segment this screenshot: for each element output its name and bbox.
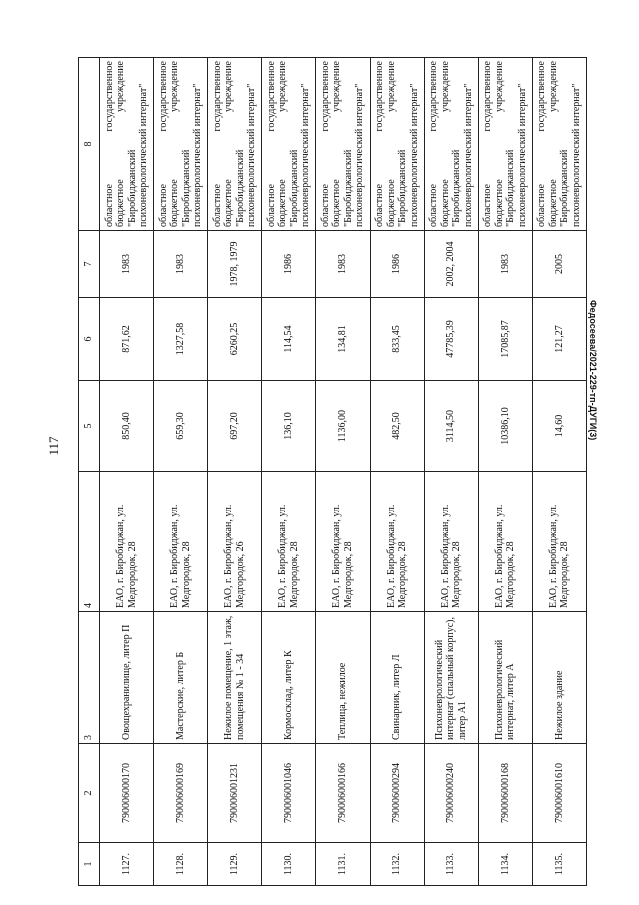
object-value: 17085,87 <box>478 298 532 381</box>
header-col-6: 6 <box>79 298 100 381</box>
construction-year: 1986 <box>370 231 424 298</box>
construction-year: 1983 <box>478 231 532 298</box>
holder-organization: областное государственное бюджетное учреждение "Биробиджанский психоневрологический интернат" <box>532 58 586 231</box>
header-col-2: 2 <box>79 744 100 843</box>
construction-year: 1978, 1979 <box>208 231 262 298</box>
object-name: Свинарник, литер Л <box>370 612 424 744</box>
object-address: ЕАО, г. Биробиджан, ул. Медгородок, 28 <box>424 472 478 612</box>
document-footer: Федосеева/2021-229-тп-ДУГИ(3) <box>588 300 598 441</box>
row-number: 1129. <box>208 843 262 886</box>
holder-organization: областное государственное бюджетное учреждение "Биробиджанский психоневрологический интернат" <box>262 58 316 231</box>
cadastral-code: 790006000168 <box>478 744 532 843</box>
header-col-5: 5 <box>79 381 100 472</box>
construction-year: 2002, 2004 <box>424 231 478 298</box>
table-row <box>532 58 586 886</box>
holder-organization: областное государственное бюджетное учреждение "Биробиджанский психоневрологический интернат" <box>100 58 154 231</box>
object-address: ЕАО, г. Биробиджан, ул. Медгородок, 28 <box>154 472 208 612</box>
construction-year: 1983 <box>316 231 370 298</box>
object-area: 3114,50 <box>424 381 478 472</box>
table-row <box>262 58 316 886</box>
cadastral-code: 790006000169 <box>154 744 208 843</box>
table-row <box>154 58 208 886</box>
rotated-table-area <box>78 57 587 886</box>
cadastral-code: 790006000240 <box>424 744 478 843</box>
property-table <box>78 57 587 886</box>
object-name: Кормосклад, литер К <box>262 612 316 744</box>
row-number: 1132. <box>370 843 424 886</box>
header-col-7: 7 <box>79 231 100 298</box>
table-row <box>370 58 424 886</box>
object-address: ЕАО, г. Биробиджан, ул. Медгородок, 28 <box>532 472 586 612</box>
object-name: Овощехранилище, литер П <box>100 612 154 744</box>
row-number: 1133. <box>424 843 478 886</box>
header-col-8: 8 <box>79 58 100 231</box>
cadastral-code: 790006001046 <box>262 744 316 843</box>
row-number: 1131. <box>316 843 370 886</box>
object-address: ЕАО, г. Биробиджан, ул. Медгородок, 28 <box>100 472 154 612</box>
object-area: 1136,00 <box>316 381 370 472</box>
object-value: 47785,39 <box>424 298 478 381</box>
object-address: ЕАО, г. Биробиджан, ул. Медгородок, 28 <box>262 472 316 612</box>
header-col-1: 1 <box>79 843 100 886</box>
table-row <box>316 58 370 886</box>
cadastral-code: 790006000294 <box>370 744 424 843</box>
cadastral-code: 790006000170 <box>100 744 154 843</box>
object-name: Нежилое помещение, 1 этаж, помещения № 1 - 34 <box>208 612 262 744</box>
object-value: 1327,58 <box>154 298 208 381</box>
object-value: 871,62 <box>100 298 154 381</box>
table-row <box>424 58 478 886</box>
object-address: ЕАО, г. Биробиджан, ул. Медгородок, 28 <box>370 472 424 612</box>
object-name: Психоневрологический интернат (спальный корпус), литер А1 <box>424 612 478 744</box>
object-value: 6260,25 <box>208 298 262 381</box>
object-area: 659,30 <box>154 381 208 472</box>
object-name: Психоневрологический интернат, литер А <box>478 612 532 744</box>
row-number: 1127. <box>100 843 154 886</box>
row-number: 1134. <box>478 843 532 886</box>
object-area: 850,40 <box>100 381 154 472</box>
object-value: 833,45 <box>370 298 424 381</box>
object-name: Мастерские, литер Б <box>154 612 208 744</box>
cadastral-code: 790006001610 <box>532 744 586 843</box>
holder-organization: областное государственное бюджетное учреждение "Биробиджанский психоневрологический интернат" <box>316 58 370 231</box>
page-number: 117 <box>46 436 61 456</box>
construction-year: 1983 <box>100 231 154 298</box>
table-row <box>208 58 262 886</box>
object-value: 121,27 <box>532 298 586 381</box>
cadastral-code: 790006000166 <box>316 744 370 843</box>
object-area: 14,60 <box>532 381 586 472</box>
table-header-row <box>79 58 100 886</box>
table-row <box>100 58 154 886</box>
row-number: 1128. <box>154 843 208 886</box>
holder-organization: областное государственное бюджетное учреждение "Биробиджанский психоневрологический интернат" <box>208 58 262 231</box>
object-address: ЕАО, г. Биробиджан, ул. Медгородок, 28 <box>478 472 532 612</box>
holder-organization: областное государственное бюджетное учреждение "Биробиджанский психоневрологический интернат" <box>370 58 424 231</box>
construction-year: 1983 <box>154 231 208 298</box>
holder-organization: областное государственное бюджетное учреждение "Биробиджанский психоневрологический интернат" <box>478 58 532 231</box>
object-value: 114,54 <box>262 298 316 381</box>
construction-year: 1986 <box>262 231 316 298</box>
object-name: Теплица, нежилое <box>316 612 370 744</box>
object-name: Нежилое здание <box>532 612 586 744</box>
header-col-4: 4 <box>79 472 100 612</box>
construction-year: 2005 <box>532 231 586 298</box>
table-rotator <box>78 57 587 886</box>
holder-organization: областное государственное бюджетное учреждение "Биробиджанский психоневрологический интернат" <box>154 58 208 231</box>
object-value: 134,81 <box>316 298 370 381</box>
object-area: 10386,10 <box>478 381 532 472</box>
object-area: 697,20 <box>208 381 262 472</box>
holder-organization: областное государственное бюджетное учреждение "Биробиджанский психоневрологический интернат" <box>424 58 478 231</box>
row-number: 1130. <box>262 843 316 886</box>
object-area: 136,10 <box>262 381 316 472</box>
table-row <box>478 58 532 886</box>
object-address: ЕАО, г. Биробиджан, ул. Медгородок, 26 <box>208 472 262 612</box>
cadastral-code: 790006001231 <box>208 744 262 843</box>
row-number: 1135. <box>532 843 586 886</box>
header-col-3: 3 <box>79 612 100 744</box>
object-address: ЕАО, г. Биробиджан, ул. Медгородок, 28 <box>316 472 370 612</box>
object-area: 482,50 <box>370 381 424 472</box>
